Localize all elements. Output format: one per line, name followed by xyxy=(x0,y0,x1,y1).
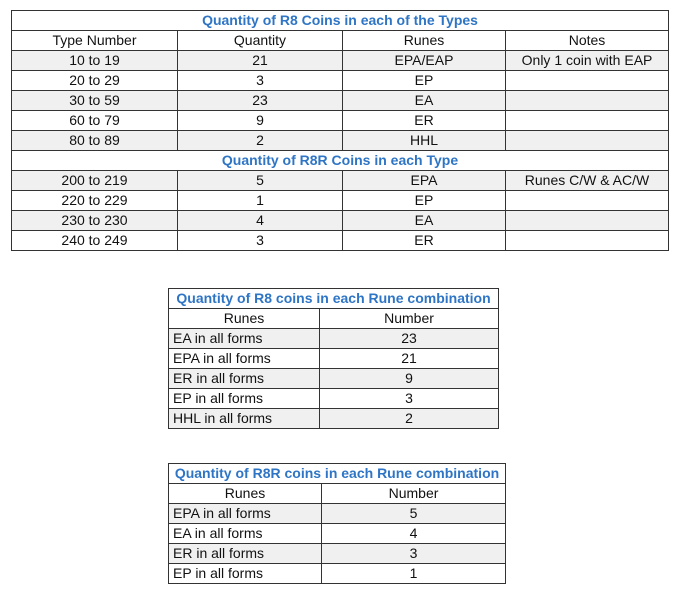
table-row xyxy=(169,544,506,564)
table-row xyxy=(12,111,669,131)
table-row xyxy=(12,171,669,191)
table-row xyxy=(169,389,499,409)
quantity-cell: 5 xyxy=(178,171,343,191)
type-number-cell: 200 to 219 xyxy=(12,171,178,191)
quantity-cell: 1 xyxy=(178,191,343,211)
table-row xyxy=(169,329,499,349)
runes-cell: EP xyxy=(343,191,506,211)
header-number: Number xyxy=(320,309,499,329)
runes-cell: ER xyxy=(343,111,506,131)
table-row xyxy=(169,349,499,369)
notes-cell xyxy=(506,231,669,251)
runes-cell: EP in all forms xyxy=(169,564,322,584)
header-row xyxy=(169,309,499,329)
runes-cell: EPA in all forms xyxy=(169,504,322,524)
runes-cell: EP xyxy=(343,71,506,91)
header-notes: Notes xyxy=(506,31,669,51)
type-number-cell: 240 to 249 xyxy=(12,231,178,251)
table-row xyxy=(12,211,669,231)
r8-rune-combination-table xyxy=(168,288,499,429)
header-type-number: Type Number xyxy=(12,31,178,51)
notes-cell xyxy=(506,131,669,151)
runes-cell: ER xyxy=(343,231,506,251)
table-row xyxy=(12,131,669,151)
r8r-types-title: Quantity of R8R Coins in each Type xyxy=(12,151,669,171)
quantity-cell: 2 xyxy=(178,131,343,151)
number-cell: 1 xyxy=(322,564,506,584)
number-cell: 3 xyxy=(320,389,499,409)
notes-cell: Only 1 coin with EAP xyxy=(506,51,669,71)
table-row xyxy=(12,51,669,71)
header-quantity: Quantity xyxy=(178,31,343,51)
title-row xyxy=(169,289,499,309)
quantity-cell: 3 xyxy=(178,231,343,251)
type-number-cell: 20 to 29 xyxy=(12,71,178,91)
type-number-cell: 230 to 230 xyxy=(12,211,178,231)
quantity-cell: 4 xyxy=(178,211,343,231)
runes-cell: EPA in all forms xyxy=(169,349,320,369)
number-cell: 9 xyxy=(320,369,499,389)
number-cell: 5 xyxy=(322,504,506,524)
r8-rune-combination-title: Quantity of R8 coins in each Rune combination xyxy=(169,289,499,309)
runes-cell: EA in all forms xyxy=(169,524,322,544)
r8r-title-row xyxy=(12,151,669,171)
runes-cell: HHL xyxy=(343,131,506,151)
runes-cell: EPA xyxy=(343,171,506,191)
quantity-cell: 23 xyxy=(178,91,343,111)
type-number-cell: 220 to 229 xyxy=(12,191,178,211)
runes-cell: ER in all forms xyxy=(169,544,322,564)
table-row xyxy=(12,91,669,111)
quantity-cell: 3 xyxy=(178,71,343,91)
table-row xyxy=(12,191,669,211)
r8r-rune-combination-table xyxy=(168,463,506,584)
table-row xyxy=(169,504,506,524)
r8r-rune-combination-title: Quantity of R8R coins in each Rune combination xyxy=(169,464,506,484)
runes-cell: HHL in all forms xyxy=(169,409,320,429)
number-cell: 23 xyxy=(320,329,499,349)
table-row xyxy=(169,409,499,429)
table-row xyxy=(169,369,499,389)
table-row xyxy=(169,524,506,544)
notes-cell xyxy=(506,211,669,231)
table-row xyxy=(12,71,669,91)
header-row xyxy=(12,31,669,51)
type-number-cell: 60 to 79 xyxy=(12,111,178,131)
quantity-cell: 21 xyxy=(178,51,343,71)
runes-cell: EA xyxy=(343,91,506,111)
header-runes: Runes xyxy=(169,484,322,504)
number-cell: 4 xyxy=(322,524,506,544)
runes-cell: EA xyxy=(343,211,506,231)
number-cell: 2 xyxy=(320,409,499,429)
notes-cell xyxy=(506,91,669,111)
runes-cell: EA in all forms xyxy=(169,329,320,349)
table-row xyxy=(12,231,669,251)
header-runes: Runes xyxy=(343,31,506,51)
runes-cell: EP in all forms xyxy=(169,389,320,409)
type-number-cell: 80 to 89 xyxy=(12,131,178,151)
quantity-cell: 9 xyxy=(178,111,343,131)
notes-cell xyxy=(506,111,669,131)
number-cell: 3 xyxy=(322,544,506,564)
runes-cell: ER in all forms xyxy=(169,369,320,389)
runes-cell: EPA/EAP xyxy=(343,51,506,71)
title-row xyxy=(169,464,506,484)
notes-cell: Runes C/W & AC/W xyxy=(506,171,669,191)
type-number-cell: 10 to 19 xyxy=(12,51,178,71)
number-cell: 21 xyxy=(320,349,499,369)
header-row xyxy=(169,484,506,504)
notes-cell xyxy=(506,191,669,211)
r8-title-row xyxy=(12,11,669,31)
types-table xyxy=(11,10,669,251)
header-number: Number xyxy=(322,484,506,504)
type-number-cell: 30 to 59 xyxy=(12,91,178,111)
table-row xyxy=(169,564,506,584)
notes-cell xyxy=(506,71,669,91)
header-runes: Runes xyxy=(169,309,320,329)
r8-types-title: Quantity of R8 Coins in each of the Types xyxy=(12,11,669,31)
